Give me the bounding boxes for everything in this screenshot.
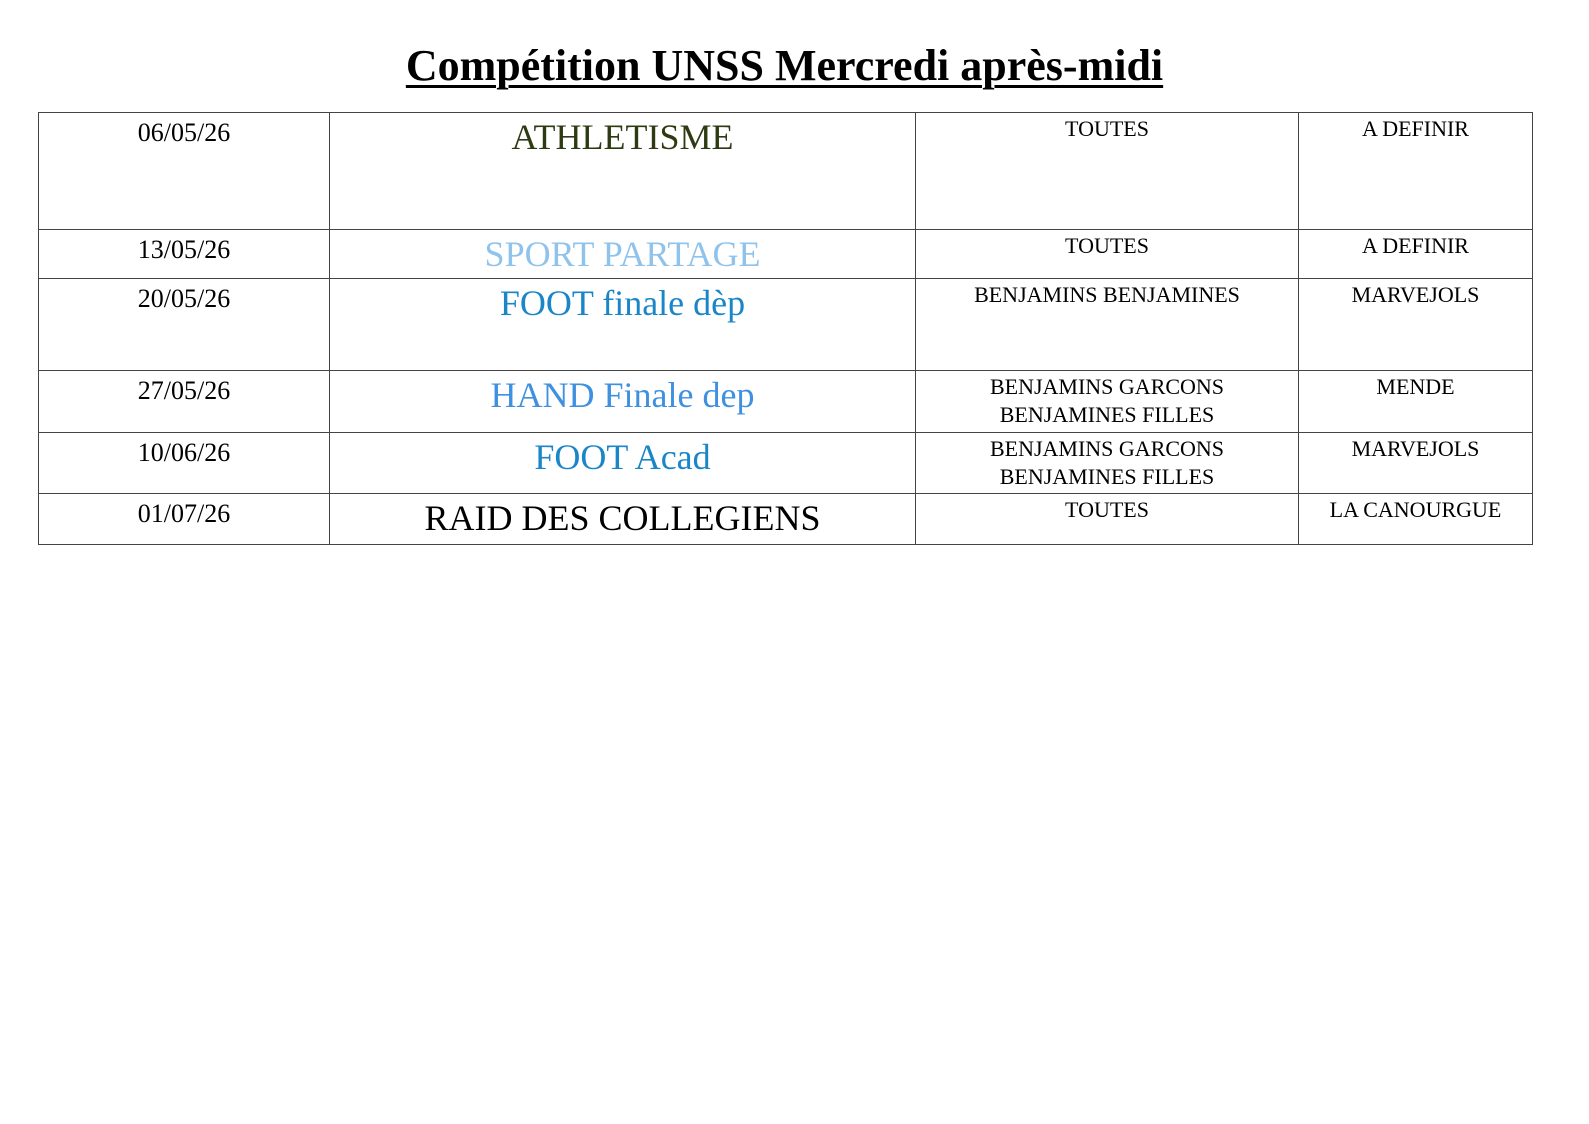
event-cell bbox=[330, 279, 916, 371]
event-name: FOOT finale dèp bbox=[499, 283, 746, 323]
category-cell bbox=[916, 230, 1299, 279]
location-text: A DEFINIR bbox=[1362, 233, 1469, 258]
location-cell bbox=[1299, 371, 1533, 433]
date-cell bbox=[39, 279, 330, 371]
event-cell bbox=[330, 433, 916, 494]
event-cell bbox=[330, 494, 916, 545]
location-text: A DEFINIR bbox=[1362, 116, 1469, 141]
table-row bbox=[39, 279, 1533, 371]
category-cell bbox=[916, 433, 1299, 494]
event-name: SPORT PARTAGE bbox=[484, 234, 761, 274]
location-cell bbox=[1299, 230, 1533, 279]
date-text: 01/07/26 bbox=[137, 499, 231, 528]
event-name: RAID DES COLLEGIENS bbox=[424, 498, 821, 538]
category-cell bbox=[916, 371, 1299, 433]
location-cell bbox=[1299, 433, 1533, 494]
category-text: BENJAMINS GARCONS bbox=[989, 436, 1225, 461]
category-cell bbox=[916, 113, 1299, 230]
event-name: FOOT Acad bbox=[534, 437, 711, 477]
location-text: LA CANOURGUE bbox=[1329, 497, 1502, 522]
location-cell bbox=[1299, 494, 1533, 545]
category-text: TOUTES bbox=[1065, 233, 1149, 258]
category-text: BENJAMINS BENJAMINES bbox=[974, 282, 1240, 307]
category-text: TOUTES bbox=[1065, 116, 1149, 141]
table-row bbox=[39, 230, 1533, 279]
event-name: HAND Finale dep bbox=[490, 375, 755, 415]
category-cell bbox=[916, 494, 1299, 545]
date-cell bbox=[39, 230, 330, 279]
date-text: 06/05/26 bbox=[137, 118, 231, 147]
date-text: 13/05/26 bbox=[137, 235, 231, 264]
event-cell bbox=[330, 113, 916, 230]
event-name: ATHLETISME bbox=[511, 117, 734, 157]
category-text: BENJAMINES FILLES bbox=[999, 464, 1215, 489]
table-row bbox=[39, 113, 1533, 230]
category-cell bbox=[916, 279, 1299, 371]
date-cell bbox=[39, 494, 330, 545]
category-text: BENJAMINES FILLES bbox=[999, 402, 1215, 427]
location-cell bbox=[1299, 279, 1533, 371]
date-text: 20/05/26 bbox=[137, 284, 231, 313]
date-cell bbox=[39, 433, 330, 494]
competition-schedule-table bbox=[38, 112, 1533, 545]
date-text: 10/06/26 bbox=[137, 438, 231, 467]
table-row bbox=[39, 371, 1533, 433]
table-row bbox=[39, 433, 1533, 494]
table-row bbox=[39, 494, 1533, 545]
event-cell bbox=[330, 371, 916, 433]
category-text: TOUTES bbox=[1065, 497, 1149, 522]
location-cell bbox=[1299, 113, 1533, 230]
category-text: BENJAMINS GARCONS bbox=[989, 374, 1225, 399]
location-text: MARVEJOLS bbox=[1351, 436, 1480, 461]
location-text: MENDE bbox=[1376, 374, 1455, 399]
location-text: MARVEJOLS bbox=[1351, 282, 1480, 307]
date-cell bbox=[39, 113, 330, 230]
date-cell bbox=[39, 371, 330, 433]
page-title-text: Compétition UNSS Mercredi après-midi bbox=[405, 41, 1164, 90]
date-text: 27/05/26 bbox=[137, 376, 231, 405]
event-cell bbox=[330, 230, 916, 279]
page-title bbox=[0, 38, 1569, 94]
